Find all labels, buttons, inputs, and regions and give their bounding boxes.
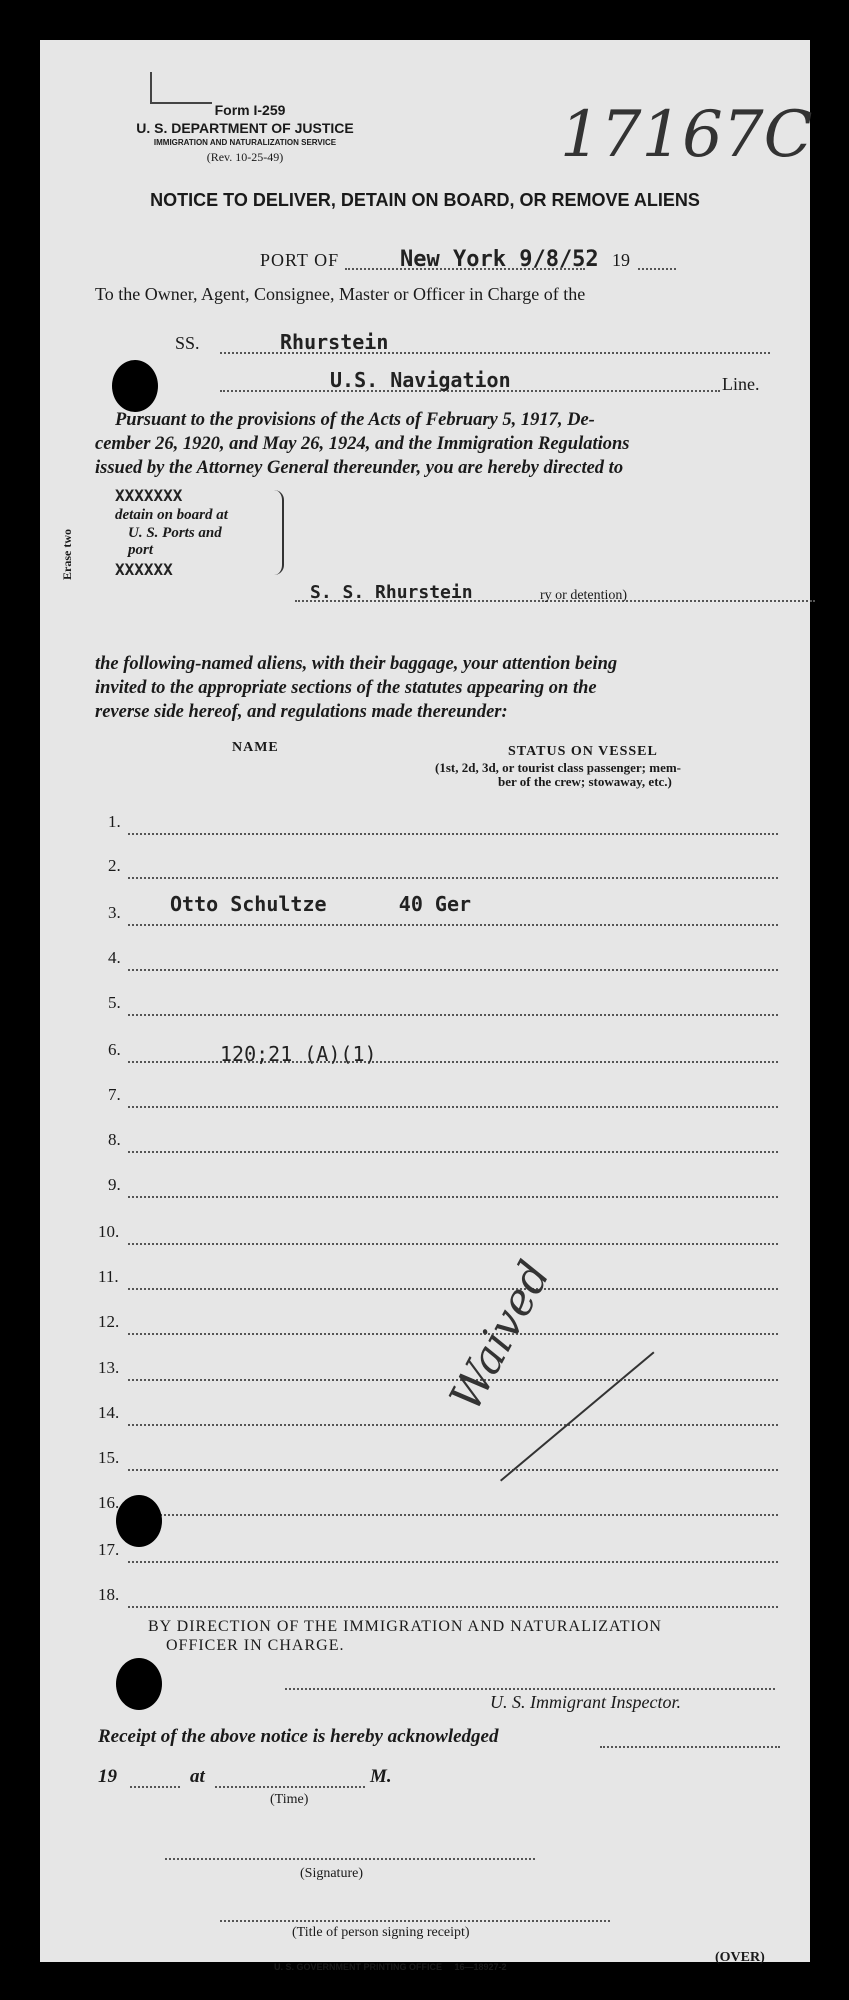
direction-line-2: OFFICER IN CHARGE. (166, 1637, 345, 1654)
pursuant-line-3: issued by the Attorney General thereunder, you are hereby directed to (95, 458, 624, 478)
receipt-at: at (190, 1766, 205, 1787)
to-owner: To the Owner, Agent, Consignee, Master or Officer in Charge of the (95, 284, 586, 304)
pursuant-line-2: cember 26, 1920, and May 26, 1924, and the Immigration Regulations (95, 434, 630, 454)
punch-hole-1 (112, 360, 158, 412)
column-status: STATUS ON VESSEL (508, 744, 658, 759)
printer-line: U. S. GOVERNMENT PRINTING OFFICE 16—18927-2 (274, 1962, 507, 1972)
line-label: Line. (722, 374, 760, 394)
receipt-m: M. (370, 1766, 392, 1787)
column-name: NAME (232, 740, 279, 755)
option-bracket (270, 490, 284, 575)
revision: (Rev. 10-25-49) (206, 150, 284, 164)
line-number-1: 1. (108, 812, 121, 831)
line-number-2: 2. (108, 856, 121, 875)
punch-hole-3 (116, 1658, 162, 1710)
line-number-16: 16. (98, 1493, 120, 1512)
option-ports: U. S. Ports and (128, 525, 222, 541)
line-number-18: 18. (98, 1585, 120, 1604)
following-line-3: reverse side hereof, and regulations made thereunder: (95, 702, 508, 722)
pursuant-line-1: Pursuant to the provisions of the Acts of February 5, 1917, De- (115, 410, 595, 430)
port-label: PORT OF (260, 250, 340, 270)
line-number-14: 14. (98, 1403, 120, 1422)
line-number-9: 9. (108, 1175, 121, 1194)
line-number-17: 17. (98, 1540, 120, 1559)
year-prefix: 19 (612, 250, 630, 270)
punch-hole-2 (116, 1495, 162, 1547)
line-number-15: 15. (98, 1448, 120, 1467)
following-line-1: the following-named aliens, with their baggage, your attention being (95, 654, 618, 674)
signature-label: (Signature) (300, 1866, 363, 1881)
line-number-10: 10. (98, 1222, 120, 1241)
option-detain: detain on board at (115, 507, 228, 523)
title-receipt-label: (Title of person signing receipt) (292, 1925, 470, 1940)
line-number-4: 4. (108, 948, 121, 967)
port-value: New York 9/8/52 (400, 247, 599, 272)
time-label: (Time) (270, 1792, 309, 1807)
detention-value: S. S. Rhurstein (310, 582, 473, 603)
line-value: U.S. Navigation (330, 368, 511, 392)
direction-line-1: BY DIRECTION OF THE IMMIGRATION AND NATURALIZATION (148, 1618, 662, 1635)
line-number-7: 7. (108, 1085, 121, 1104)
line-number-12: 12. (98, 1312, 120, 1331)
waived-stroke (500, 1351, 654, 1481)
entry-line-6: 120;21 (A)(1) (220, 1042, 377, 1066)
form-title: NOTICE TO DELIVER, DETAIN ON BOARD, OR REMOVE ALIENS (150, 190, 700, 210)
department: U. S. DEPARTMENT OF JUSTICE (136, 120, 354, 136)
option-bottom-struck: XXXXXX (115, 560, 173, 579)
line-number-13: 13. (98, 1358, 120, 1377)
receipt-year: 19 (98, 1766, 117, 1787)
option-port: port (128, 542, 154, 558)
column-status-sub-2: ber of the crew; stowaway, etc.) (498, 774, 672, 789)
over-label: (OVER) (715, 1950, 765, 1965)
receipt-text: Receipt of the above notice is hereby acknowledged (98, 1726, 499, 1747)
line-number-8: 8. (108, 1130, 121, 1149)
line-number-6: 6. (108, 1040, 121, 1059)
ss-value: Rhurstein (280, 330, 389, 354)
waived-handwriting: Waived (440, 1253, 561, 1419)
handwritten-number: 17167C (560, 98, 813, 172)
inspector-label: U. S. Immigrant Inspector. (490, 1692, 681, 1712)
ss-label: SS. (175, 333, 200, 353)
column-status-sub-1: (1st, 2d, 3d, or tourist class passenger; mem- (435, 760, 682, 775)
following-line-2: invited to the appropriate sections of the statutes appearing on the (95, 678, 597, 698)
option-top-struck: XXXXXXX (115, 486, 183, 505)
line-number-11: 11. (98, 1267, 119, 1286)
entry-line-3: Otto Schultze 40 Ger (170, 892, 472, 916)
pen-mark (150, 72, 212, 104)
line-number-5: 5. (108, 993, 121, 1012)
form-number: Form I-259 (214, 102, 286, 118)
erase-two-label: Erase two (60, 529, 74, 580)
detention-hint: ry or detention) (540, 588, 628, 603)
line-number-3: 3. (108, 903, 121, 922)
service: IMMIGRATION AND NATURALIZATION SERVICE (153, 138, 337, 147)
form-sheet (40, 40, 813, 1972)
